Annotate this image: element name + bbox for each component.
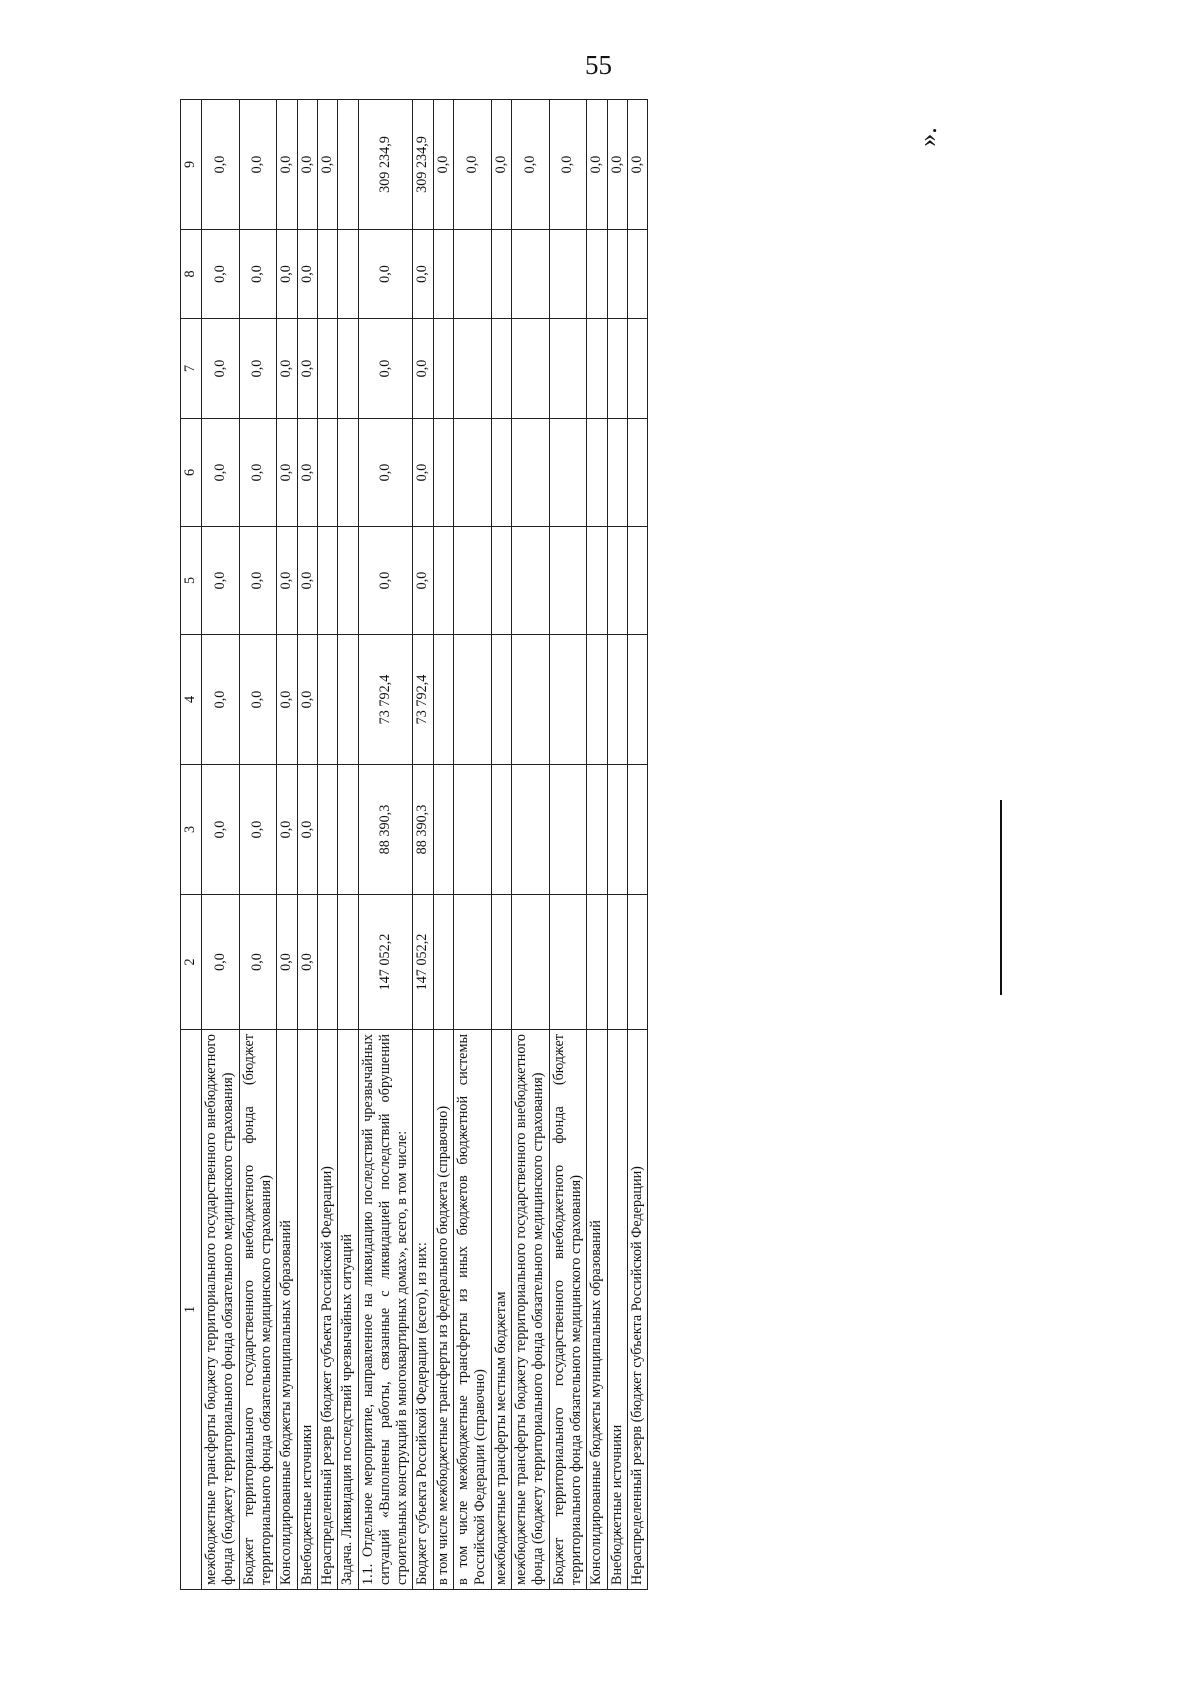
table-cell [491, 319, 511, 419]
section-title: Задача. Ликвидация последствий чрезвычайных ситуаций [338, 1030, 358, 1590]
row-label: Бюджет субъекта Российской Федерации (всего), из них: [413, 1030, 433, 1590]
column-header: 4 [181, 635, 202, 765]
table-cell: 88 390,3 [358, 765, 413, 895]
table-cell [512, 419, 550, 527]
table-cell [627, 765, 647, 895]
section-row [338, 100, 358, 1590]
table-cell: 0,0 [277, 527, 297, 635]
column-header: 3 [181, 765, 202, 895]
table-cell: 0,0 [202, 765, 240, 895]
table-cell: 0,0 [202, 100, 240, 230]
row-label: Консолидированные бюджеты муниципальных образований [277, 1030, 297, 1590]
table-cell: 0,0 [239, 419, 277, 527]
table-cell [338, 527, 358, 635]
column-header: 2 [181, 895, 202, 1030]
table-body [181, 100, 648, 1590]
table-row [607, 100, 627, 1590]
table-cell [607, 419, 627, 527]
table-cell [338, 635, 358, 765]
table-cell [607, 527, 627, 635]
row-label: Бюджет территориального государственного внебюджетного фонда (бюджет территориального фонда обязательного медицинского страхования) [549, 1030, 587, 1590]
table-cell: 0,0 [202, 635, 240, 765]
table-cell [512, 319, 550, 419]
row-label: в том числе межбюджетные трансферты из иных бюджетов бюджетной системы Российской Федерации (справочно) [454, 1030, 492, 1590]
table-cell: 0,0 [358, 527, 413, 635]
table-row [358, 100, 413, 1590]
table-row [297, 100, 317, 1590]
table-cell: 0,0 [202, 419, 240, 527]
table-cell [627, 895, 647, 1030]
table-cell: 0,0 [454, 100, 492, 230]
table-row [317, 100, 337, 1590]
table-cell [317, 527, 337, 635]
table-cell [549, 765, 587, 895]
table-cell [491, 895, 511, 1030]
table-cell [338, 419, 358, 527]
table-cell [587, 527, 607, 635]
table-cell [491, 765, 511, 895]
table-cell [627, 319, 647, 419]
table-cell [454, 230, 492, 319]
table-cell [317, 419, 337, 527]
table-cell [587, 230, 607, 319]
row-label: 1.1. Отдельное мероприятие, направленное на ликвидацию последствий чрезвычайных ситуаций «Выполнены работы, связанные с ликвидацией последствий обрушений строительных конструкций в многоквартирных домах», всего, в том числе: [358, 1030, 413, 1590]
column-header: 6 [181, 419, 202, 527]
table-cell: 0,0 [202, 230, 240, 319]
column-header: 7 [181, 319, 202, 419]
table-cell [549, 230, 587, 319]
table-cell [512, 765, 550, 895]
table-cell: 73 792,4 [358, 635, 413, 765]
table-row [239, 100, 277, 1590]
table-cell: 0,0 [587, 100, 607, 230]
row-label: Внебюджетные источники [607, 1030, 627, 1590]
table-cell [512, 230, 550, 319]
table-cell: 0,0 [297, 765, 317, 895]
table-row [413, 100, 433, 1590]
table-row [627, 100, 647, 1590]
row-label: Бюджет территориального государственного внебюджетного фонда (бюджет территориального фонда обязательного медицинского страхования) [239, 1030, 277, 1590]
table-cell: 0,0 [277, 419, 297, 527]
table-cell [317, 635, 337, 765]
table-cell [512, 635, 550, 765]
table-cell [549, 895, 587, 1030]
table-cell: 0,0 [358, 419, 413, 527]
table-cell: 0,0 [239, 895, 277, 1030]
table-cell [607, 319, 627, 419]
table-cell: 0,0 [202, 319, 240, 419]
table-cell [338, 100, 358, 230]
table-cell: 0,0 [239, 765, 277, 895]
table-row [433, 100, 453, 1590]
table-row [587, 100, 607, 1590]
table-cell: 0,0 [277, 319, 297, 419]
table-cell [433, 319, 453, 419]
table-cell [587, 765, 607, 895]
table-cell: 0,0 [277, 635, 297, 765]
rotated-table-frame [180, 100, 900, 1590]
table-cell [607, 635, 627, 765]
closing-quote-mark: ». [912, 127, 942, 147]
table-cell: 0,0 [297, 895, 317, 1030]
table-cell [433, 527, 453, 635]
table-cell: 0,0 [491, 100, 511, 230]
table-cell: 0,0 [607, 100, 627, 230]
table-cell [317, 765, 337, 895]
table-cell [587, 635, 607, 765]
table-cell [317, 230, 337, 319]
table-cell [317, 319, 337, 419]
table-cell: 0,0 [239, 527, 277, 635]
table-cell [317, 895, 337, 1030]
divider-line [1000, 800, 1002, 995]
table-cell [627, 635, 647, 765]
table-cell [587, 895, 607, 1030]
row-label: в том числе межбюджетные трансферты из федерального бюджета (справочно) [433, 1030, 453, 1590]
table-cell [433, 230, 453, 319]
column-header: 8 [181, 230, 202, 319]
table-cell: 0,0 [277, 895, 297, 1030]
table-cell [433, 895, 453, 1030]
table-cell: 0,0 [627, 100, 647, 230]
table-cell: 0,0 [297, 419, 317, 527]
table-cell: 0,0 [297, 100, 317, 230]
table-cell: 147 052,2 [413, 895, 433, 1030]
table-cell: 0,0 [358, 319, 413, 419]
table-cell [627, 230, 647, 319]
table-cell: 309 234,9 [358, 100, 413, 230]
table-cell: 0,0 [239, 635, 277, 765]
table-cell [549, 419, 587, 527]
table-cell [549, 635, 587, 765]
table-cell: 0,0 [297, 319, 317, 419]
table-row [454, 100, 492, 1590]
table-cell: 0,0 [358, 230, 413, 319]
table-cell [433, 635, 453, 765]
table-cell: 0,0 [277, 765, 297, 895]
table-cell: 0,0 [277, 230, 297, 319]
table-cell [587, 319, 607, 419]
table-row [549, 100, 587, 1590]
table-cell [433, 419, 453, 527]
table-cell: 0,0 [549, 100, 587, 230]
table-cell: 73 792,4 [413, 635, 433, 765]
table-cell [454, 635, 492, 765]
table-cell [338, 230, 358, 319]
table-cell [627, 419, 647, 527]
table-cell [587, 419, 607, 527]
table-cell [549, 319, 587, 419]
table-cell [338, 765, 358, 895]
table-cell [491, 527, 511, 635]
budget-table [180, 99, 648, 1590]
row-label: Консолидированные бюджеты муниципальных образований [587, 1030, 607, 1590]
table-cell [433, 765, 453, 895]
table-cell: 0,0 [297, 230, 317, 319]
table-row [202, 100, 240, 1590]
table-cell [454, 419, 492, 527]
table-cell [512, 527, 550, 635]
table-cell: 0,0 [413, 319, 433, 419]
table-cell [338, 319, 358, 419]
table-cell: 309 234,9 [413, 100, 433, 230]
table-cell: 0,0 [433, 100, 453, 230]
table-cell [549, 527, 587, 635]
column-header: 1 [181, 1030, 202, 1590]
table-cell: 0,0 [202, 895, 240, 1030]
table-cell: 0,0 [239, 319, 277, 419]
table-cell [607, 895, 627, 1030]
table-cell [491, 230, 511, 319]
table-row [277, 100, 297, 1590]
table-cell: 147 052,2 [358, 895, 413, 1030]
table-cell [512, 895, 550, 1030]
row-label: Нераспределенный резерв (бюджет субъекта Российской Федерации) [627, 1030, 647, 1590]
table-cell [607, 765, 627, 895]
table-cell: 0,0 [202, 527, 240, 635]
table-cell: 0,0 [413, 230, 433, 319]
table-row [491, 100, 511, 1590]
table-cell: 0,0 [239, 230, 277, 319]
table-cell: 0,0 [317, 100, 337, 230]
table-cell [454, 765, 492, 895]
table-cell: 0,0 [297, 635, 317, 765]
table-header-row [181, 100, 202, 1590]
row-label: Внебюджетные источники [297, 1030, 317, 1590]
table-cell [454, 319, 492, 419]
table-cell [491, 635, 511, 765]
table-cell [454, 895, 492, 1030]
table-cell [627, 527, 647, 635]
row-label: межбюджетные трансферты бюджету территориального государственного внебюджетного фонда (бюджету территориального фонда обязательного медицинского страхования) [202, 1030, 240, 1590]
table-cell [454, 527, 492, 635]
table-cell: 0,0 [512, 100, 550, 230]
table-cell: 0,0 [239, 100, 277, 230]
table-cell: 0,0 [277, 100, 297, 230]
table-cell: 0,0 [413, 419, 433, 527]
table-cell: 0,0 [297, 527, 317, 635]
row-label: Нераспределенный резерв (бюджет субъекта Российской Федерации) [317, 1030, 337, 1590]
table-row [512, 100, 550, 1590]
table-cell: 0,0 [413, 527, 433, 635]
column-header: 9 [181, 100, 202, 230]
row-label: межбюджетные трансферты бюджету территориального государственного внебюджетного фонда (бюджету территориального фонда обязательного медицинского страхования) [512, 1030, 550, 1590]
page-number: 55 [585, 50, 612, 80]
table-cell [491, 419, 511, 527]
row-label: межбюджетные трансферты местным бюджетам [491, 1030, 511, 1590]
table-cell [607, 230, 627, 319]
table-cell [338, 895, 358, 1030]
column-header: 5 [181, 527, 202, 635]
table-cell: 88 390,3 [413, 765, 433, 895]
